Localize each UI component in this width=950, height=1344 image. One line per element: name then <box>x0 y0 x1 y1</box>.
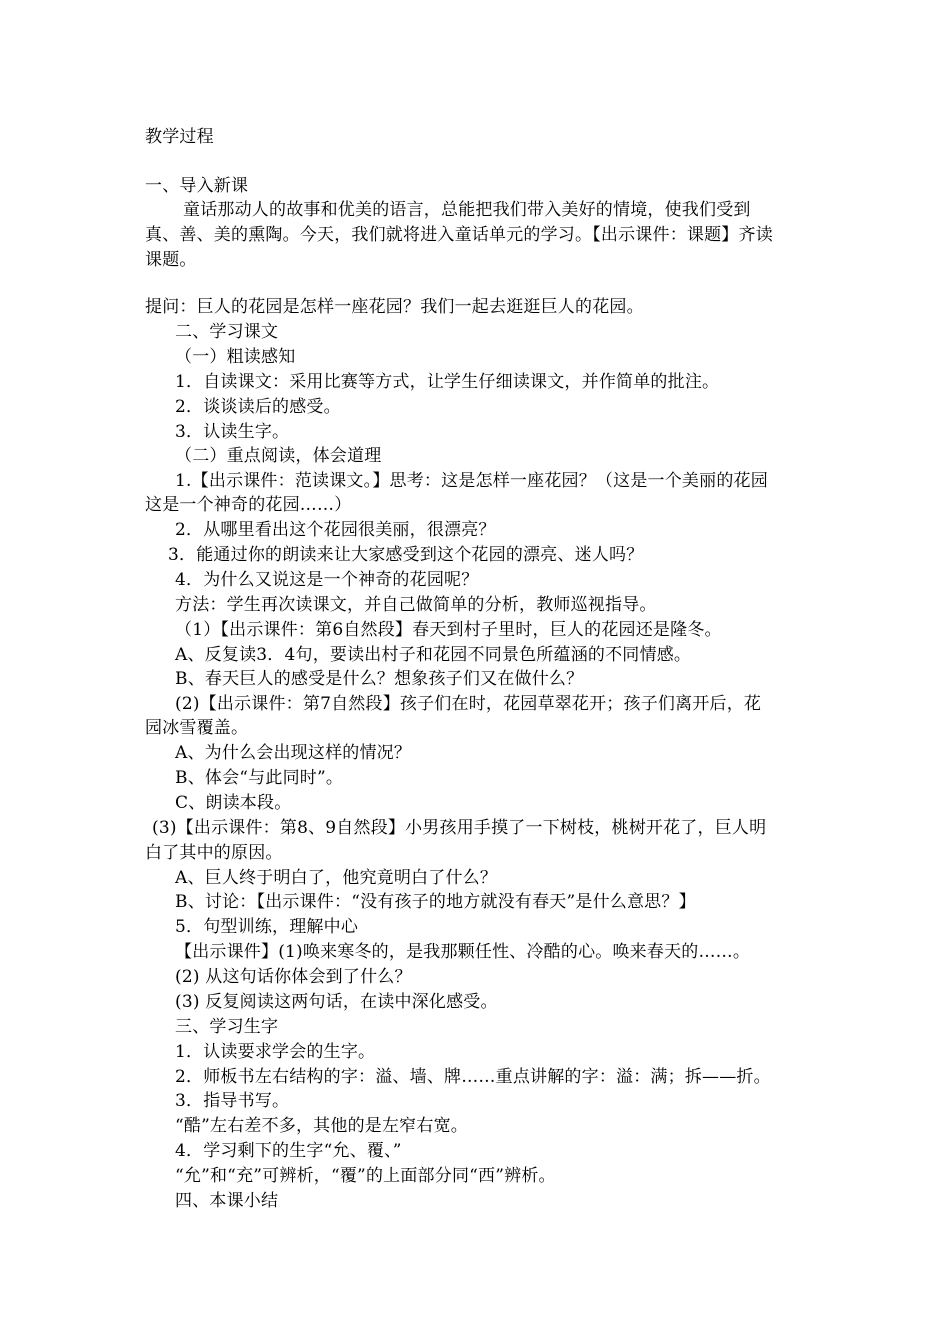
subsection-heading: （一）粗读感知 <box>175 347 296 367</box>
list-item: 4．学习剩下的生字“允、覆、” <box>175 1141 402 1161</box>
paragraph-line: 园冰雪覆盖。 <box>145 718 249 738</box>
list-item: 2．师板书左右结构的字：溢、墙、牌……重点讲解的字：溢：满；拆——折。 <box>175 1067 771 1087</box>
list-item: 5．句型训练，理解中心 <box>175 917 359 937</box>
list-item: (2)【出示课件：第7自然段】孩子们在时，花园草翠花开；孩子们离开后，花 <box>175 694 762 714</box>
paragraph-line: 课题。 <box>145 250 197 270</box>
paragraph-line: 提问：巨人的花园是怎样一座花园？我们一起去逛逛巨人的花园。 <box>145 297 644 317</box>
list-item: B、春天巨人的感受是什么？想象孩子们又在做什么？ <box>175 669 584 689</box>
list-item: 3．能通过你的朗读来让大家感受到这个花园的漂亮、迷人吗？ <box>168 545 644 565</box>
list-item: A、巨人终于明白了，他究竟明白了什么？ <box>175 868 498 888</box>
paragraph-line: 方法：学生再次读课文，并自己做简单的分析，教师巡视指导。 <box>175 595 657 615</box>
list-item: （1）【出示课件：第6自然段】春天到村子里时，巨人的花园还是隆冬。 <box>175 620 722 640</box>
paragraph-line: “酷”左右差不多，其他的是左窄右宽。 <box>175 1116 468 1136</box>
paragraph-line: 真、善、美的熏陶。今天，我们就将进入童话单元的学习。【出示课件：课题】齐读 <box>145 225 773 245</box>
list-item: (3)【出示课件：第8、9自然段】小男孩用手摸了一下树枝，桃树开花了，巨人明 <box>152 818 767 838</box>
section-heading: 二、学习课文 <box>175 322 279 342</box>
list-item: 【出示课件】(1)唤来寒冬的，是我那颗任性、冷酷的心。唤来春天的……。 <box>175 942 751 962</box>
paragraph-line: 这是一个神奇的花园……） <box>145 495 352 515</box>
section-heading: 四、本课小结 <box>175 1191 279 1211</box>
list-item: 1．认读要求学会的生字。 <box>175 1042 376 1062</box>
section-heading: 一、导入新课 <box>145 176 249 196</box>
list-item: (2) 从这句话你体会到了什么？ <box>175 967 412 987</box>
list-item: A、反复读3．4句，要读出村子和花园不同景色所蕴涵的不同情感。 <box>175 645 692 665</box>
list-item: B、讨论：【出示课件：“没有孩子的地方就没有春天”是什么意思？】 <box>175 892 696 912</box>
paragraph-line: 童话那动人的故事和优美的语言，总能把我们带入美好的情境，使我们受到 <box>183 200 751 220</box>
subsection-heading: （二）重点阅读，体会道理 <box>175 446 382 466</box>
paragraph-line: 白了其中的原因。 <box>145 843 283 863</box>
list-item: 3．认读生字。 <box>175 422 290 442</box>
list-item: 2．谈谈读后的感受。 <box>175 397 341 417</box>
list-item: 1.【出示课件：范读课文。】思考：这是怎样一座花园？（这是一个美丽的花园 <box>175 471 768 491</box>
section-heading: 三、学习生字 <box>175 1017 279 1037</box>
list-item: (3) 反复阅读这两句话，在读中深化感受。 <box>175 992 498 1012</box>
list-item: B、体会“与此同时”。 <box>175 768 344 788</box>
document-title: 教学过程 <box>145 127 214 147</box>
paragraph-line: “允”和“充”可辨析，“覆”的上面部分同“西”辨析。 <box>175 1166 556 1186</box>
list-item: C、朗读本段。 <box>175 793 292 813</box>
list-item: 1．自读课文：采用比赛等方式，让学生仔细读课文，并作简单的批注。 <box>175 372 720 392</box>
list-item: 4．为什么又说这是一个神奇的花园呢？ <box>175 570 479 590</box>
list-item: 2．从哪里看出这个花园很美丽，很漂亮？ <box>175 520 496 540</box>
list-item: 3．指导书写。 <box>175 1091 290 1111</box>
list-item: A、为什么会出现这样的情况？ <box>175 743 412 763</box>
